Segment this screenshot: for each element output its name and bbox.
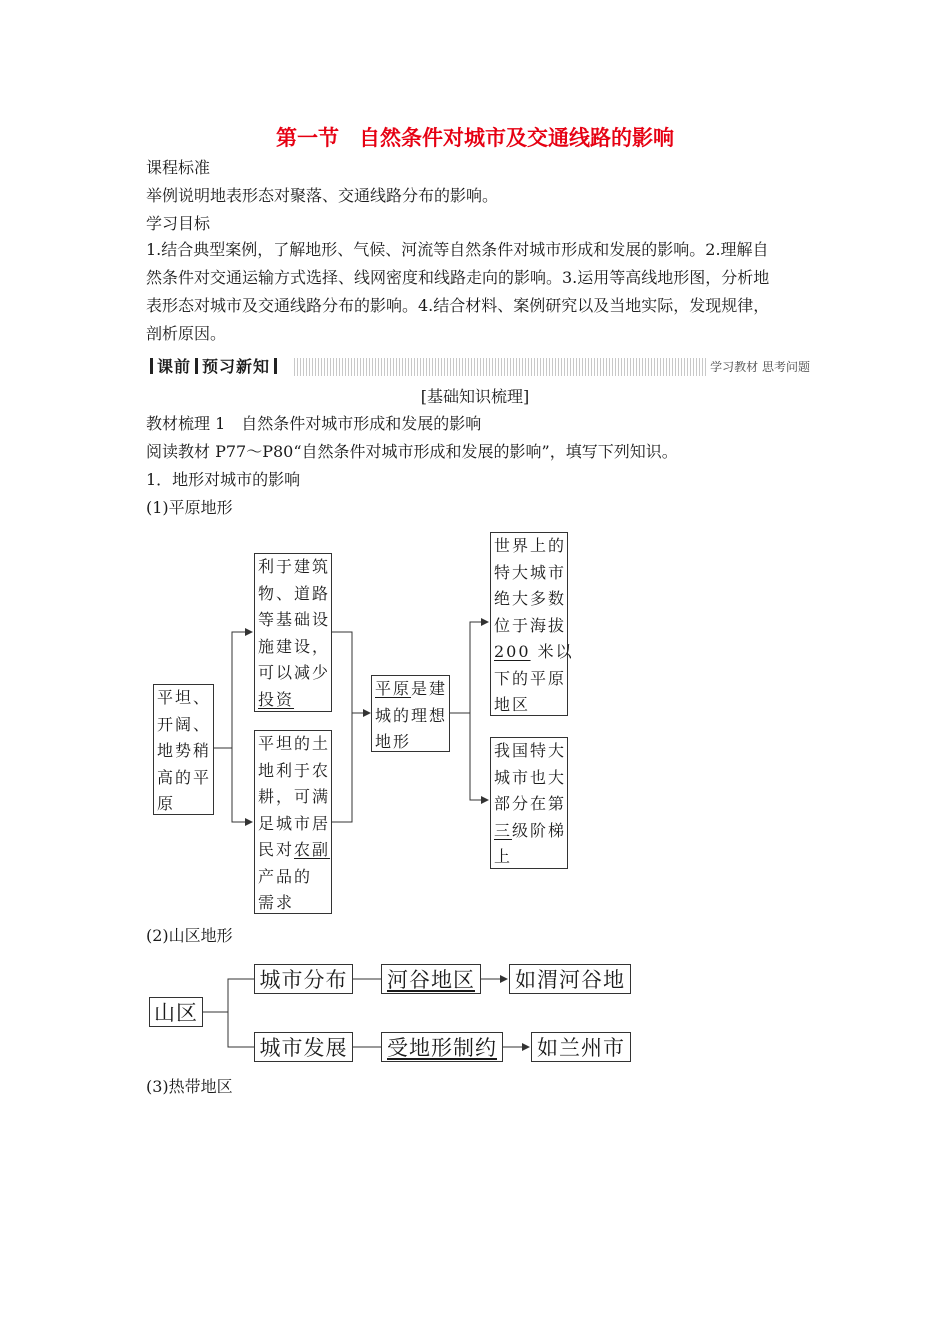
goals-line: 1.结合典型案例，了解地形、气候、河流等自然条件对城市形成和发展的影响。2.理解自 [146,240,769,259]
box-line: 地形 [375,732,412,751]
box-city-development: 城市发展 [254,1032,353,1062]
standard-heading: 课程标准 [146,158,211,177]
box-line: 原 [157,794,176,813]
subheading-mountain: (2)山区地形 [146,926,233,945]
box-line: 地利于农 [258,760,331,780]
box-line: 产品的 [258,866,313,886]
box-line: 下的平原 [494,668,567,688]
goals-line: 剖析原因。 [146,324,227,343]
box-terrain-constraint [381,1032,503,1062]
box-line: 等基础设 [258,610,331,629]
blank-answer: 200 [494,642,531,661]
box-line: 耕，可满 [258,787,331,806]
box-text: 民对 [258,840,295,859]
sort-title: 教材梳理 1 自然条件对城市形成和发展的影响 [146,414,482,433]
blank-answer: 受地形制约 [387,1036,497,1060]
blank-answer: 三 [494,820,513,840]
blank-answer: 农副 [294,840,331,859]
goals-line: 表形态对城市及交通线路分布的影响。4.结合材料、案例研究以及当地实际，发现规律， [146,296,770,315]
box-line: 城的理想 [375,705,448,725]
section-label: [基础知识梳理] [420,387,530,406]
blank-answer: 投资 [258,689,295,709]
box-text: 级阶梯 [512,820,567,840]
box-weihe-valley: 如渭河谷地 [509,964,631,994]
section-topic: 自然条件对城市及交通线路的影响 [359,126,674,150]
box-line: 位于海拔 [494,615,567,635]
blank-answer: 河谷地区 [387,968,475,992]
banner-label-a: 课前 [157,357,192,376]
box-lanzhou: 如兰州市 [531,1032,631,1062]
blank-answer: 平原 [375,679,412,698]
box-line: 开阔、 [157,714,212,734]
box-line: 高的平 [157,767,212,787]
box-line: 利于建筑 [258,557,331,576]
box-line: 世界上的 [494,536,567,555]
box-line: 需求 [258,893,295,912]
box-line: 平坦、 [157,688,212,707]
branch-to-development [228,1012,254,1047]
subheading-tropical: (3)热带地区 [146,1077,233,1096]
item-heading: 1．地形对城市的影响 [146,470,301,489]
box-line: 物、道路 [258,583,331,603]
box-line: 足城市居 [258,813,331,833]
box-line: 可以减少 [258,663,331,682]
box-line: 地势稍 [157,741,212,760]
box-line: 绝大多数 [494,589,567,608]
box-line: 地区 [494,695,531,714]
box-text: 是建 [411,679,448,698]
section-number: 第一节 [276,126,339,150]
box-line: 部分在第 [494,794,567,813]
branch-to-distribution [203,979,254,1012]
box-line: 平坦的土 [258,734,331,753]
banner-right-a: 学习教材 [710,360,759,374]
box-mountain: 山区 [149,997,203,1027]
box-text: 米以 [530,642,574,661]
box-line: 我国特大 [494,741,567,760]
goals-heading: 学习目标 [146,214,211,233]
box-line: 城市也大 [494,767,567,787]
banner-label-b: 预习新知 [202,357,271,376]
standard-text: 举例说明地表形态对聚落、交通线路分布的影响。 [146,186,499,205]
instruction: 阅读教材 P77～P80“自然条件对城市形成和发展的影响”，填写下列知识。 [146,442,678,461]
box-line: 特大城市 [494,562,567,582]
box-line: 上 [494,847,513,866]
box-line: 施建设， [258,636,331,656]
banner-right-b: 思考问题 [761,360,810,374]
subheading-plain: (1)平原地形 [146,498,233,517]
box-river-valley [381,964,481,994]
box-city-distribution: 城市分布 [254,964,353,994]
goals-line: 然条件对交通运输方式选择、线网密度和线路走向的影响。3.运用等高线地形图，分析地 [146,268,770,287]
